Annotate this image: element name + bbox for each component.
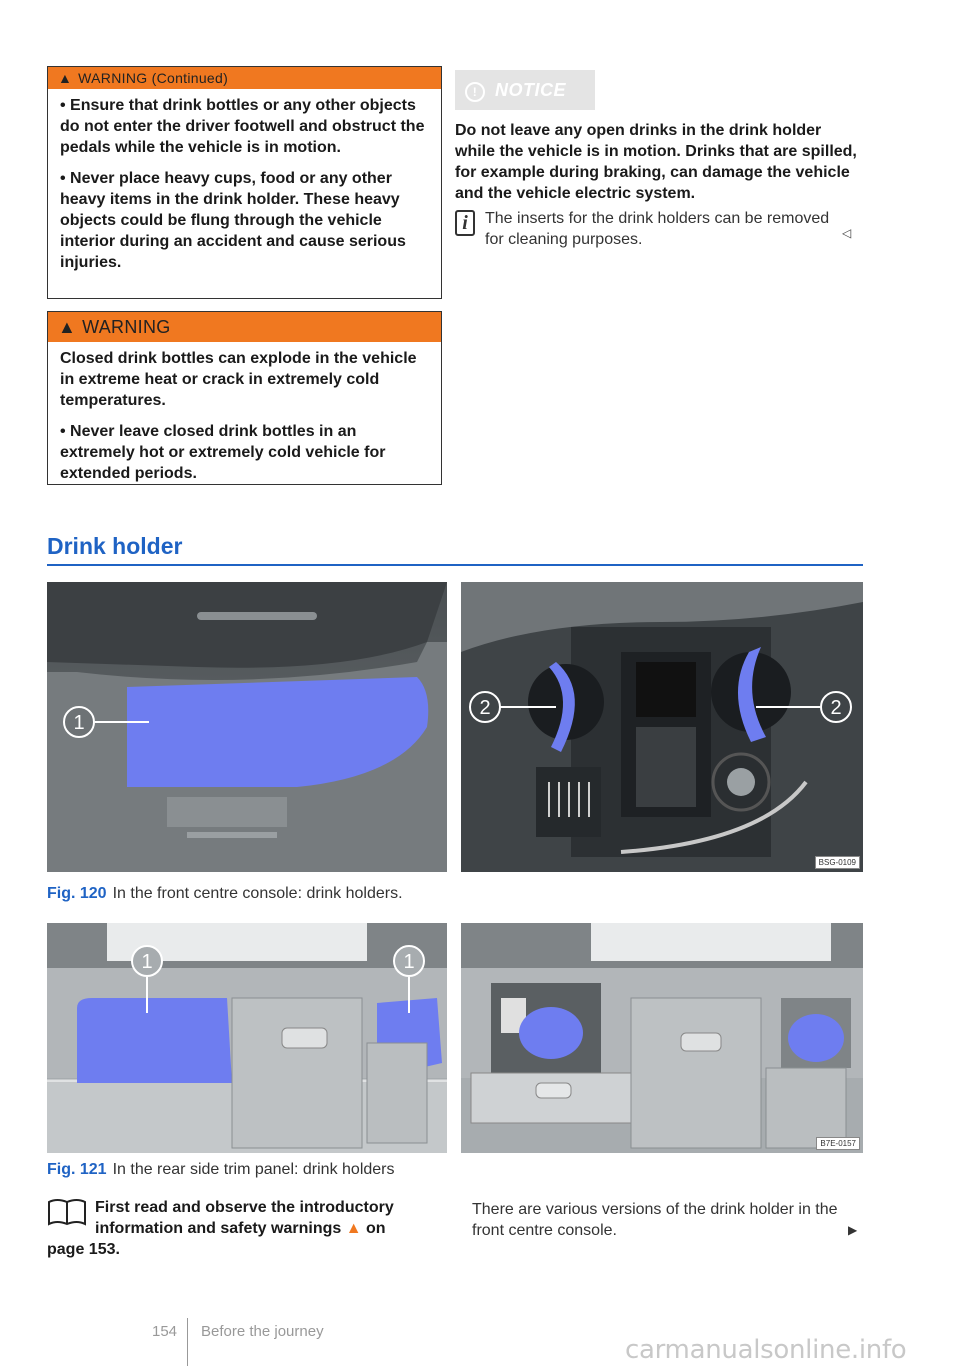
- warning-continued-item-2: • Never place heavy cups, food or any other heavy items in the drink holder. These heavy objects could be flung through the vehicle interior during an accident and cause serious injuries.: [60, 170, 406, 271]
- fig121-code: B7E-0157: [816, 1137, 860, 1150]
- fig120-caption-text: In the front centre console: drink holders.: [112, 885, 403, 902]
- notice-text: Do not leave any open drinks in the drink holder while the vehicle is in motion. Drinks that are spilled, for example during braking, can damage the vehicle and the vehicle electric system.: [455, 122, 857, 202]
- warning-item-2: • Never leave closed drink bottles in an extremely hot or extremely cold vehicle for extended periods.: [60, 423, 386, 482]
- page-number: 154: [152, 1323, 178, 1340]
- callout-1-right: 1: [403, 951, 415, 973]
- warning-triangle-icon: ▲: [58, 317, 77, 337]
- warning-box: [47, 311, 442, 485]
- notice-icon: !: [465, 82, 485, 102]
- warning-continued-box: [47, 66, 442, 299]
- warning-triangle-icon: ▲: [345, 1220, 362, 1237]
- chapter-title: Before the journey: [201, 1323, 324, 1340]
- intro-line-1: First read and observe the introductory information and safety warnings: [95, 1199, 394, 1237]
- warning-continued-header: [48, 67, 441, 89]
- warning-header: [48, 312, 441, 342]
- intro-page-ref: page 153.: [47, 1241, 120, 1258]
- info-icon: i: [455, 210, 475, 236]
- fig121-caption-text: In the rear side trim panel: drink holders: [112, 1161, 395, 1178]
- intro-text: [95, 1197, 440, 1239]
- notice-title: NOTICE: [495, 80, 567, 100]
- warning-continued-item-1: • Ensure that drink bottles or any other objects do not enter the driver footwell and obstruct the pedals while the vehicle is in motion.: [60, 97, 425, 156]
- book-icon: [47, 1196, 87, 1228]
- warning-title: WARNING: [82, 317, 171, 337]
- intro-on: on: [366, 1220, 386, 1237]
- fig121-left-image: [47, 923, 447, 1153]
- fig121-number: Fig. 121: [47, 1161, 107, 1178]
- footer-separator: [187, 1318, 188, 1366]
- callout-2-left: 2: [479, 697, 491, 719]
- warning-triangle-icon: ▲: [58, 70, 73, 86]
- fig120-code: BSG-0109: [815, 856, 860, 869]
- callout-1: 1: [73, 712, 85, 734]
- callout-2-right: 2: [830, 697, 842, 719]
- continue-arrow-icon: ▶: [848, 1223, 858, 1237]
- warning-item-1: Closed drink bottles can explode in the vehicle in extreme heat or crack in extremely cold temperatures.: [60, 350, 417, 409]
- notice-header: [455, 70, 595, 110]
- section-title: Drink holder: [47, 533, 183, 559]
- body-text: There are various versions of the drink holder in the front centre console.: [472, 1201, 838, 1239]
- fig121-right-image: [461, 923, 863, 1153]
- info-text: The inserts for the drink holders can be removed for cleaning purposes.: [485, 210, 830, 248]
- section-rule: [47, 564, 863, 566]
- fig120-number: Fig. 120: [47, 885, 107, 902]
- fig120-left-image: [47, 582, 447, 872]
- fig121-caption: [47, 1161, 395, 1179]
- warning-continued-title: WARNING (Continued): [78, 70, 229, 86]
- fig120-caption: [47, 885, 403, 903]
- fig120-right-image: [461, 582, 863, 872]
- callout-1-left: 1: [141, 951, 153, 973]
- watermark: carmanualsonline.info: [625, 1335, 907, 1365]
- end-of-section-icon: ◁: [842, 226, 852, 240]
